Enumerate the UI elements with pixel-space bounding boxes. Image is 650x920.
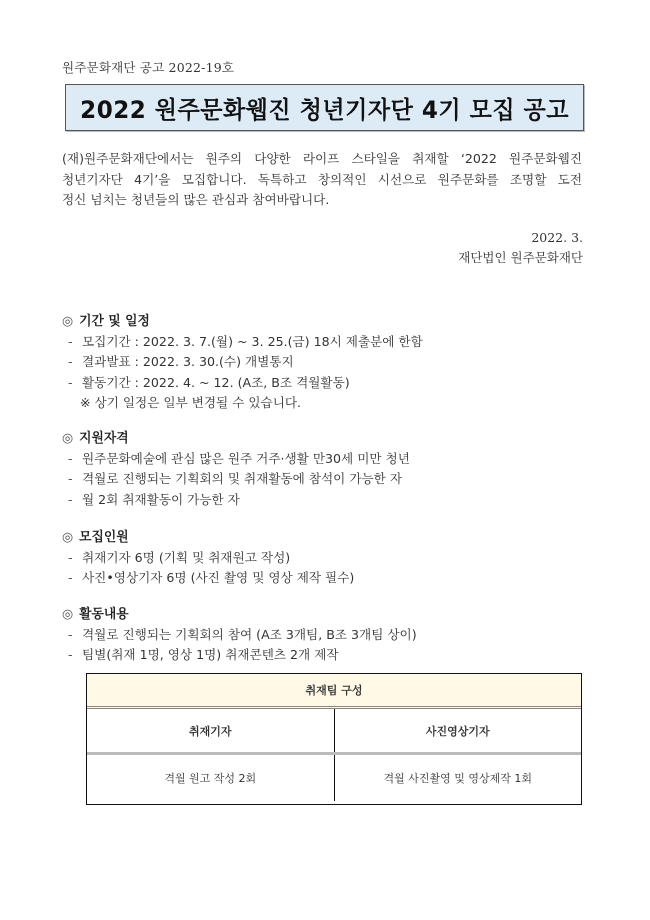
list-item: - 격월로 진행되는 기획회의 및 취재활동에 참석이 가능한 자: [62, 469, 582, 489]
section-heading: [62, 312, 582, 332]
schedule-note: ※ 상기 일정은 일부 변경될 수 있습니다.: [80, 394, 302, 410]
section-heading: [62, 605, 582, 625]
column-header-reporter: 취재기자: [188, 724, 232, 738]
dash-bullet: -: [68, 471, 73, 487]
team-composition-table: [86, 673, 582, 805]
list-item: - 팀별(취재 1명, 영상 1명) 취재콘텐츠 2개 제작: [62, 645, 582, 665]
dash-bullet: -: [68, 374, 73, 390]
list-item: - 취재기자 6명 (기획 및 취재원고 작성): [62, 548, 582, 568]
list-item: - 결과발표 : 2022. 3. 30.(수) 개별통지: [62, 352, 582, 372]
section-heading: [62, 528, 582, 548]
issuing-organization: 재단법인 원주문화재단: [458, 250, 583, 265]
table-caption: 취재팀 구성: [87, 674, 581, 709]
list-item: - 사진•영상기자 6명 (사진 촬영 및 영상 제작 필수): [62, 568, 582, 588]
dash-bullet: -: [68, 550, 73, 565]
title-box: [65, 84, 584, 131]
table-cell: 격월 사진촬영 및 영상제작 1회: [334, 755, 582, 801]
list-item: - 월 2회 취재활동이 가능한 자: [62, 490, 582, 510]
announcement-date: 2022. 3.: [531, 230, 583, 245]
intro-line: 청년기자단 4기’을 모집합니다. 독특하고 창의적인 시선으로 원주문화를 조명할 도전: [62, 171, 582, 187]
page-title: 2022 원주문화웹진 청년기자단 4기 모집 공고: [80, 96, 569, 124]
dash-bullet: -: [68, 647, 73, 663]
double-circle-icon: ◎: [62, 607, 74, 622]
list-item: - 원주문화예술에 관심 많은 원주 거주·생활 만30세 미만 청년: [62, 449, 582, 469]
intro-line: 정신 넘치는 청년들의 많은 관심과 참여바랍니다.: [62, 192, 330, 207]
section-heading: [62, 429, 582, 449]
dash-bullet: -: [68, 491, 73, 507]
table-cell: 격월 원고 작성 2회: [164, 772, 257, 785]
section-eligibility: [62, 429, 582, 510]
column-header-photo-video: 사진영상기자: [334, 709, 582, 752]
table-header-row: [87, 709, 581, 755]
section-heading-text: 활동내용: [79, 607, 129, 622]
dash-bullet: -: [68, 354, 73, 370]
section-heading-text: 기간 및 일정: [79, 314, 150, 329]
list-item: - 격월로 진행되는 기획회의 참여 (A조 3개팀, B조 3개팀 상이): [62, 625, 582, 645]
section-activities: [62, 605, 582, 666]
document-number: 원주문화재단 공고 2022-19호: [62, 60, 235, 75]
signature-block: [458, 228, 583, 268]
intro-paragraph: [62, 149, 582, 211]
section-schedule: [62, 312, 582, 413]
table-row: [87, 755, 581, 801]
double-circle-icon: ◎: [62, 530, 74, 545]
list-item: - 모집기간 : 2022. 3. 7.(월) ~ 3. 25.(금) 18시 제출분에 한함: [62, 332, 582, 352]
section-heading-text: 모집인원: [79, 530, 129, 545]
section-heading-text: 지원자격: [79, 431, 129, 446]
double-circle-icon: ◎: [62, 431, 74, 446]
dash-bullet: -: [68, 570, 73, 586]
dash-bullet: -: [68, 334, 73, 349]
intro-line: (재)원주문화재단에서는 원주의 다양한 라이프 스타일을 취재할 ‘2022 원주문화웹진: [62, 151, 582, 166]
dash-bullet: -: [68, 451, 73, 466]
double-circle-icon: ◎: [62, 314, 74, 329]
list-item: - 활동기간 : 2022. 4. ~ 12. (A조, B조 격월활동): [62, 373, 582, 393]
dash-bullet: -: [68, 627, 73, 642]
section-recruitment: [62, 528, 582, 589]
